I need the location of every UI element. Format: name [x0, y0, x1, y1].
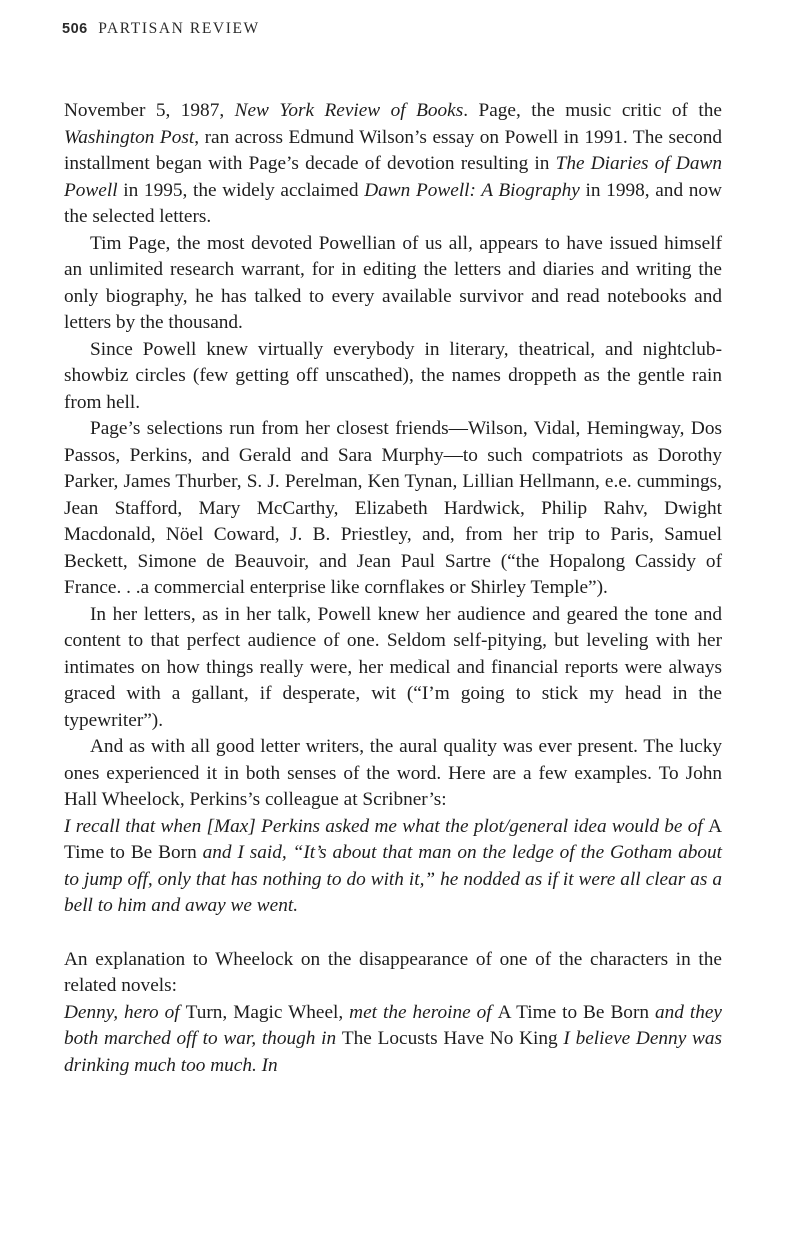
running-head [62, 20, 260, 38]
text-run: , ran across Edmund Wilson’s essay on Powell in 1991. The second installment began with Page’s decade of devotion resulting in [64, 126, 723, 174]
text-run: and I said, “It’s about that man on the ledge of the Gotham about to jump off, only that has nothing to do with it,” he nodded as if it were all clear as a bell to him and away we went. [64, 842, 722, 916]
roman-title: A Time to Be Born [64, 815, 722, 863]
paragraph: Tim Page, the most devoted Powellian of us all, appears to have issued himself an unlimited research warrant, for in editing the letters and diaries and writing the only biography, he has talked to every available survivor and read notebooks and letters by the thousand. [64, 232, 722, 333]
italic-title: New York Review of Books [234, 100, 464, 121]
roman-title: A Time to Be Born [497, 1001, 650, 1023]
italic-title: The Diaries of Dawn Powell [64, 153, 722, 201]
paragraph: And as with all good letter writers, the aural quality was ever present. The lucky ones experienced it in both senses of the word. Here are a few examples. To John Hall Wheelock, Perkins’s colleague at Scribner’s: [64, 736, 722, 810]
journal-title: PARTISAN REVIEW [98, 20, 260, 37]
roman-title: The Locusts Have No King [341, 1028, 558, 1049]
block-quote [64, 814, 722, 920]
text-run: Denny, hero of [64, 1001, 186, 1023]
text-run: in 1998, and now the selected letters. [64, 179, 722, 227]
paragraph: Since Powell knew virtually everybody in literary, theatrical, and nightclub-showbiz circles (few getting off unscathed), the names droppeth as the gentle rain from hell. [64, 338, 722, 413]
paragraph: An explanation to Wheelock on the disappearance of one of the characters in the related novels: [64, 948, 722, 996]
text-run: November 5, 1987, [64, 100, 235, 121]
page-number: 506 [62, 21, 88, 37]
block-quote [64, 1000, 722, 1080]
text-run: and they both marched off to war, though in [64, 1001, 722, 1049]
paragraph: Page’s selections run from her closest friends—Wilson, Vidal, Hemingway, Dos Passos, Perkins, and Gerald and Sara Murphy—to such compatriots as Dorothy Parker, James Thurber, S. J. Perelman, Ken Tynan, Lillian Hellmann, e.e. cummings, Jean Stafford, Mary McCarthy, Elizabeth Hardwick, Philip Rahv, Dwight Macdonald, Nöel Coward, J. B. Priestley, and, from her trip to Paris, Samuel Beckett, Simone de Beauvoir, and Jean Paul Sartre (“the Hopalong Cassidy of France. . .a commercial enterprise like cornflakes or Shirley Temple”). [64, 418, 722, 598]
italic-title: Dawn Powell: A Biography [364, 179, 580, 201]
text-run: met the heroine of [343, 1001, 498, 1023]
paragraph-continued [64, 98, 722, 231]
body-text [64, 98, 722, 1079]
text-run: I recall that when [Max] Perkins asked me what the plot/general idea would be of [64, 815, 709, 837]
text-run: I believe Denny was drinking much too much. In [64, 1028, 723, 1076]
text-run: in 1995, the widely acclaimed [117, 179, 365, 201]
italic-title: Washington Post [64, 126, 195, 148]
text-run: . Page, the music critic of the [463, 100, 722, 121]
roman-title: Turn, Magic Wheel, [185, 1001, 344, 1023]
paragraph: In her letters, as in her talk, Powell knew her audience and geared the tone and content to that perfect audience of one. Seldom self-pitying, but leveling with her intimates on how things really were, her medical and financial reports were always graced with a gallant, if desperate, wit (“I’m going to stick my head in the typewriter”). [64, 603, 722, 731]
